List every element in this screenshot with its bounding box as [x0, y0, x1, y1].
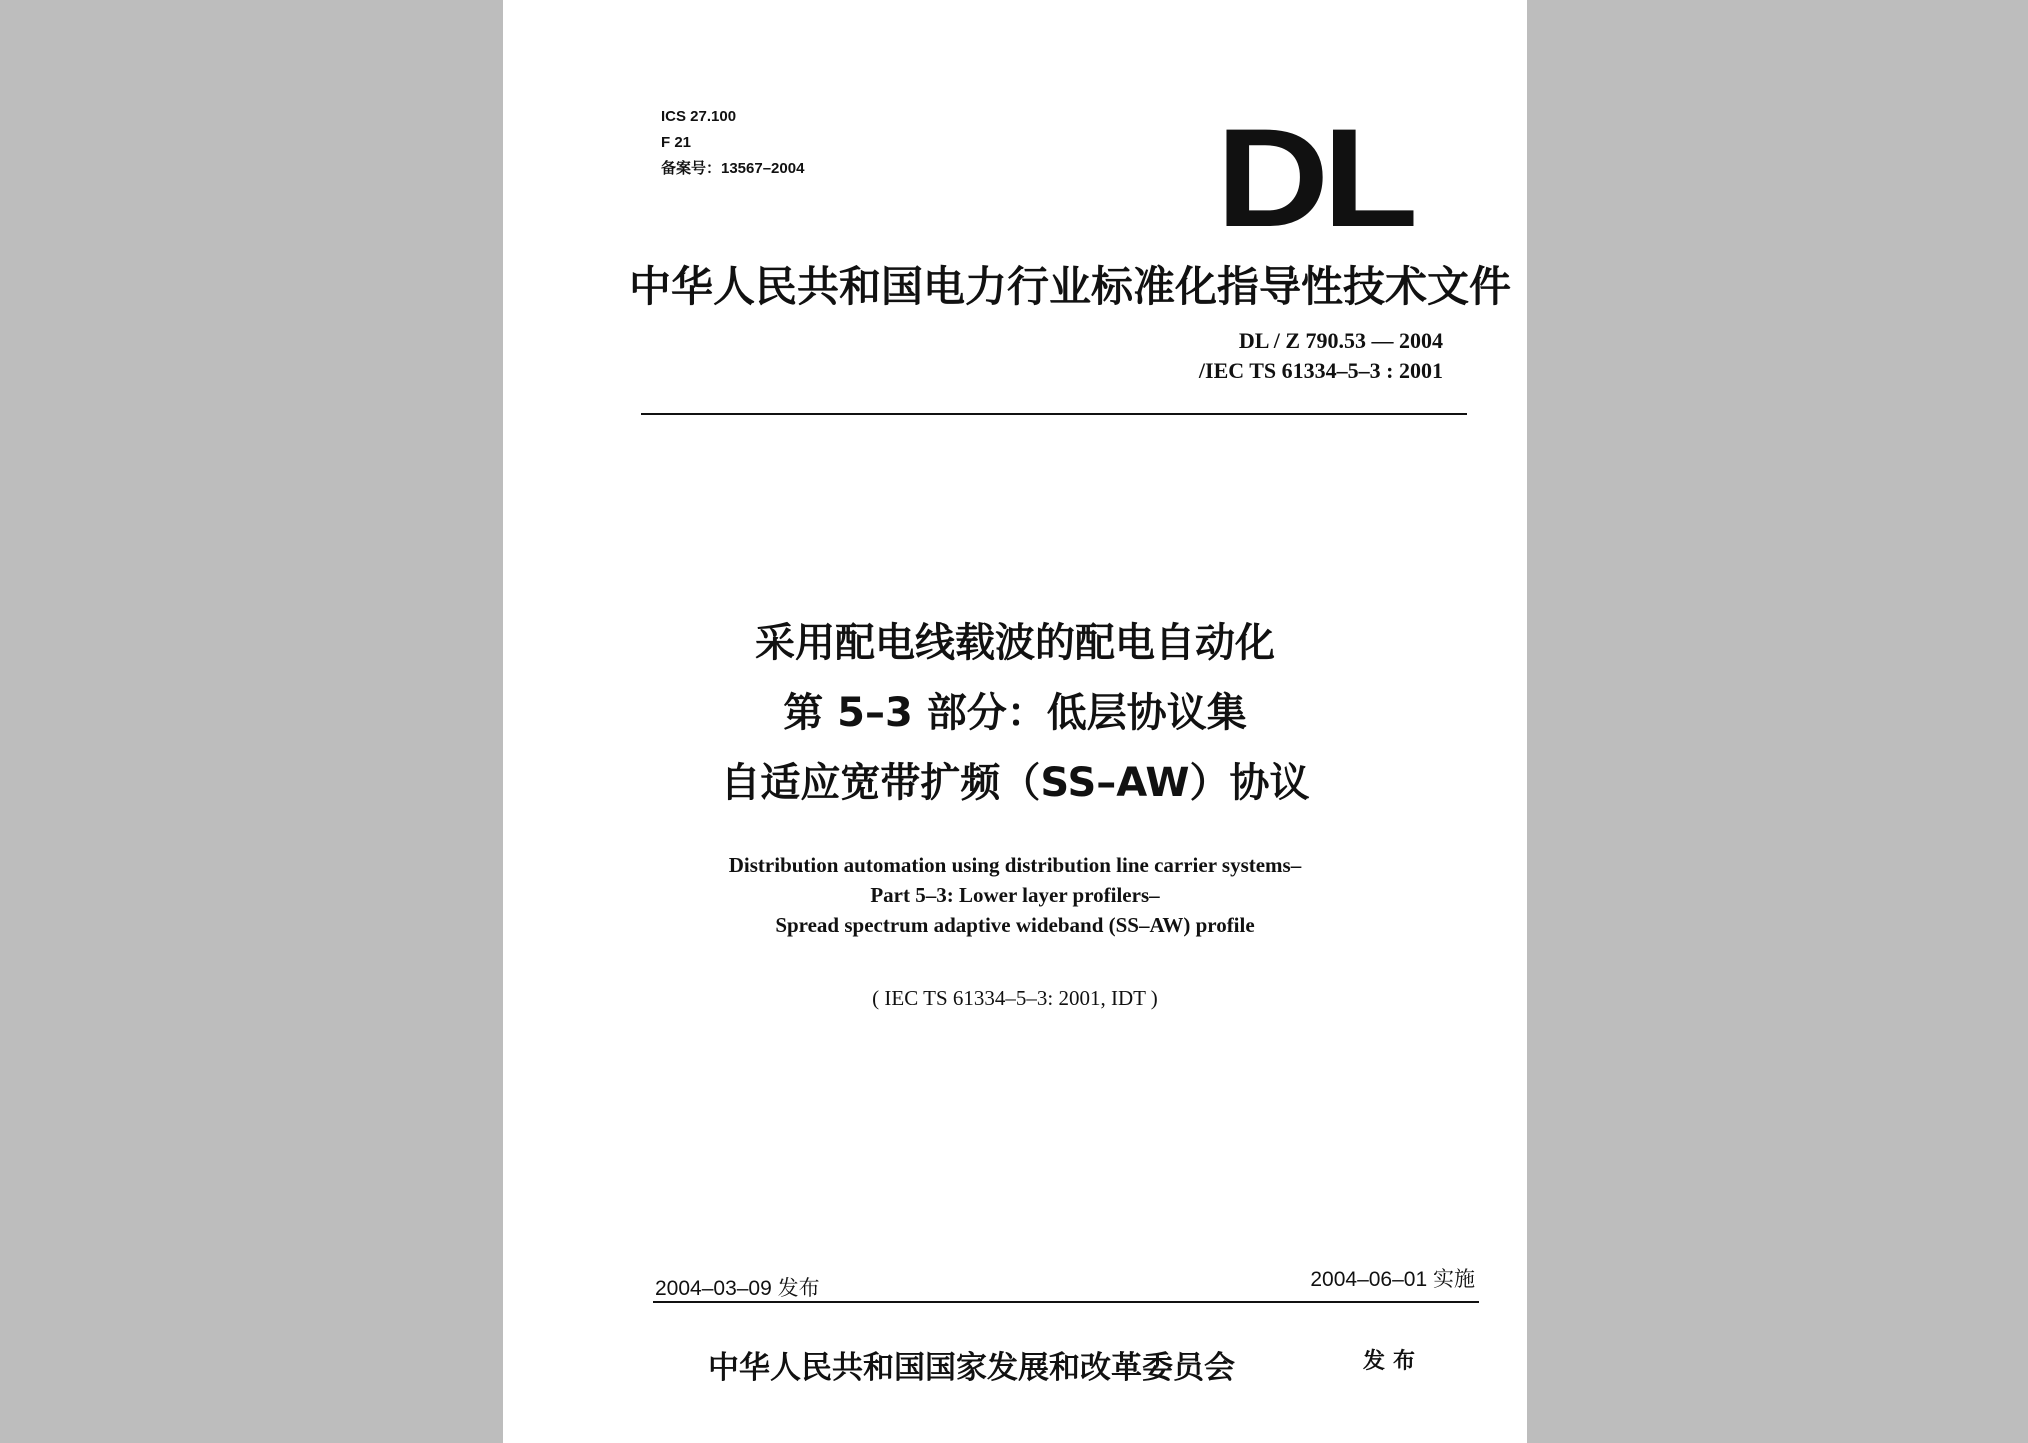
issuing-authority: 中华人民共和国国家发展和改革委员会 [708, 1350, 1235, 1386]
equivalence-statement: ( IEC TS 61334–5–3: 2001, IDT ) [872, 986, 1158, 1010]
issue-date: 2004–03–09 发布 [655, 1277, 820, 1300]
chinese-title-line-3: 自适应宽带扩频（SS–AW）协议 [720, 760, 1310, 806]
implementation-date: 2004–06–01 实施 [1310, 1268, 1475, 1291]
chinese-title-line-2: 第 5–3 部分：低层协议集 [783, 690, 1247, 736]
iec-standard-number: /IEC TS 61334–5–3 : 2001 [1198, 358, 1443, 383]
english-title-line-2: Part 5–3: Lower layer profilers– [870, 883, 1160, 907]
issuing-action: 发布 [1363, 1349, 1424, 1374]
ics-code: ICS 27.100 [661, 108, 737, 125]
english-title [503, 850, 1527, 940]
standard-cover-page [503, 0, 1527, 1443]
classification-block [661, 104, 804, 182]
dl-logo: DL [1216, 99, 1412, 256]
english-title-line-1: Distribution automation using distribution line carrier systems– [728, 853, 1302, 877]
document-category-title: 中华人民共和国电力行业标准化指导性技术文件 [629, 262, 1512, 311]
record-number: 备案号：13567–2004 [661, 160, 805, 177]
chinese-title [503, 608, 1527, 818]
ccs-code: F 21 [661, 134, 692, 151]
footer-divider [653, 1301, 1479, 1303]
chinese-title-line-1: 采用配电线载波的配电自动化 [755, 620, 1275, 666]
english-title-line-3: Spread spectrum adaptive wideband (SS–AW) profile [775, 913, 1255, 937]
standard-number-block [1199, 326, 1443, 386]
header-divider [641, 413, 1467, 415]
dl-standard-number: DL / Z 790.53 — 2004 [1238, 328, 1443, 353]
